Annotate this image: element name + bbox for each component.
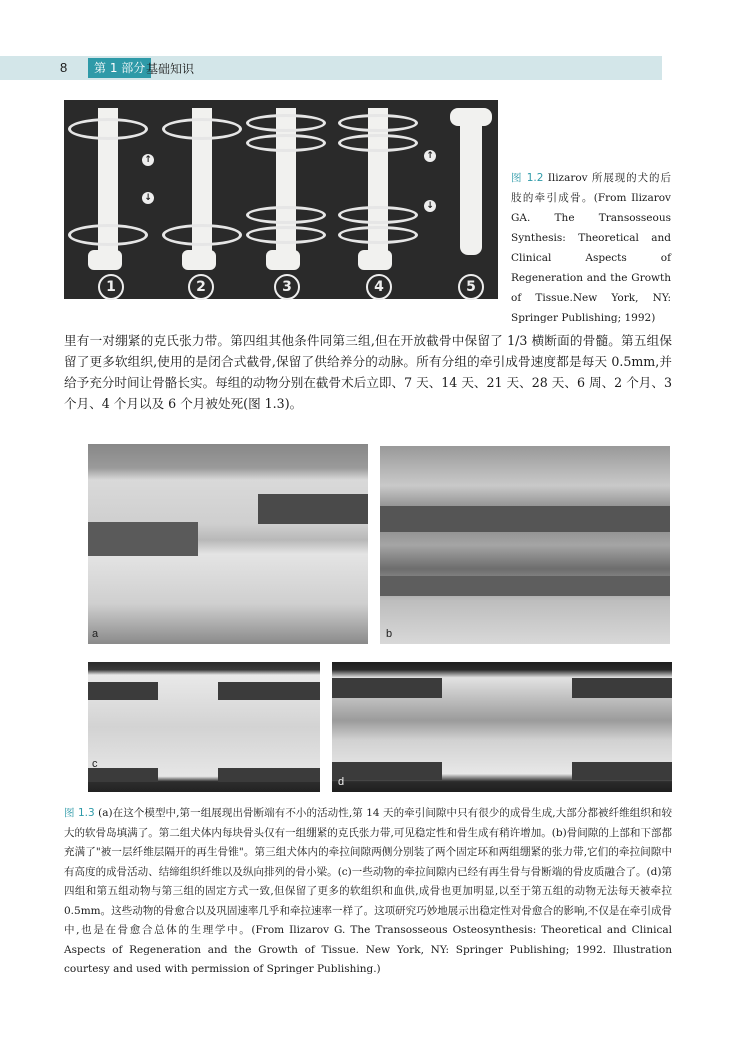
fixator-ring — [338, 206, 418, 224]
bone-cortex — [380, 576, 670, 596]
figure-1-2-image — [64, 100, 498, 299]
bone-cortex — [218, 768, 320, 782]
figure-1-2-caption-label: 图 1.2 — [511, 172, 544, 184]
foot — [266, 250, 300, 270]
fixator-ring — [162, 224, 242, 246]
stage-number-5: 5 — [458, 274, 484, 300]
arrow-down-icon: ↓ — [424, 200, 436, 212]
part-label: 第 1 部分 — [88, 58, 151, 78]
body-paragraph: 里有一对绷紧的克氏张力带。第四组其他条件同第三组,但在开放截骨中保留了 1/3 横断面的骨髓。第五组保留了更多软组织,使用的是闭合式截骨,保留了供给养分的动脉。所有分组的牵引成骨速度都是每天 0.5mm,并给予充分时间让骨骼长实。每组的动物分别在截骨术后立即、7 天、14 天、21 天、28 天、6 周、2 个月、3 个月、4 个月以及 6 个月被处死(图 1.3)。 — [64, 333, 672, 411]
fixator-ring — [246, 134, 326, 152]
figure-1-3-panel-a — [88, 444, 368, 644]
figure-1-3-panel-c — [88, 662, 320, 792]
arrow-down-icon: ↓ — [142, 192, 154, 204]
fixator-ring — [246, 226, 326, 244]
panel-label-a: a — [92, 628, 99, 640]
figure-1-3-panel-b — [380, 446, 670, 644]
bone-cortex — [572, 762, 672, 780]
bone-stage-5 — [460, 110, 482, 255]
bone-cortex — [380, 506, 670, 532]
panel-label-d: d — [338, 776, 345, 788]
stage-number-4: 4 — [366, 274, 392, 300]
panel-label-c: c — [92, 758, 98, 770]
page-number: 8 — [60, 60, 68, 75]
stage-number-3: 3 — [274, 274, 300, 300]
bone-head — [450, 108, 492, 126]
bone-cortex — [258, 494, 368, 524]
figure-1-3-panel-d — [332, 662, 672, 792]
fixator-ring — [68, 224, 148, 246]
fixator-ring — [162, 118, 242, 140]
bone-cortex — [88, 768, 158, 782]
figure-1-3-caption-text: (a)在这个模型中,第一组展现出骨断端有不小的活动性,第 14 天的牵引间隙中只有很少的成骨生成,大部分都被纤维组织和较大的软骨岛填满了。第二组犬体内每块骨头仅有一组绷紧的克氏张力带,可见稳定性和骨生成有稍许增加。(b)骨间隙的上部和下部都充满了"被一层纤维层隔开的再生骨锥"。第三组犬体内的牵拉间隙两侧分别装了两个固定环和两组绷紧的张力带,它们的牵拉间隙中有高度的成骨活动、结缔组织纤维以及纵向排列的骨小梁。(c)一些动物的牵拉间隙内已经有再生骨与骨断端的骨皮质融合了。(d)第四组和第五组动物与第三组的固定方式一致,但保留了更多的软组织和血供,成骨也更加明显,以至于第五组的动物无法每天被牵拉 0.5mm。这些动物的骨愈合以及巩固速率几乎和牵拉速率一样了。这项研究巧妙地展示出稳定性对骨愈合的影响,不仅是在牵引成骨中,也是在骨愈合总体的生理学中。(From Ilizarov G. The Transosseous Osteosynthesis: Theoretical and Clinical Aspects of Regeneration and the Growth of Tissue. New York, NY: Springer Publishing; 1992. Illustration courtesy and used with permission of Springer Publishing.) — [64, 807, 672, 975]
figure-1-2-caption-text: Ilizarov 所展现的犬的后肢的牵引成骨。(From Ilizarov GA. The Transosseous Synthesis: Theoretical and Clinical Aspects of Regeneration and the Growth of Tissue.New York, NY: Springer Publishing; 1992) — [511, 172, 671, 324]
bone-cortex — [572, 678, 672, 698]
foot — [358, 250, 392, 270]
foot — [182, 250, 216, 270]
stage-number-1: 1 — [98, 274, 124, 300]
figure-1-3-caption — [64, 804, 672, 980]
fixator-ring — [246, 114, 326, 132]
panel-label-b: b — [386, 628, 393, 640]
bone-cortex — [88, 522, 198, 556]
fixator-ring — [338, 226, 418, 244]
bone-cortex — [332, 762, 442, 780]
fixator-ring — [246, 206, 326, 224]
fixator-ring — [338, 134, 418, 152]
figure-1-3-caption-label: 图 1.3 — [64, 807, 95, 819]
bone-cortex — [88, 682, 158, 700]
stage-number-2: 2 — [188, 274, 214, 300]
bone-cortex — [218, 682, 320, 700]
foot — [88, 250, 122, 270]
arrow-up-icon: ↑ — [424, 150, 436, 162]
section-title: 基础知识 — [146, 62, 195, 76]
bone-cortex — [332, 678, 442, 698]
fixator-ring — [338, 114, 418, 132]
arrow-up-icon: ↑ — [142, 154, 154, 166]
figure-1-2-caption — [511, 168, 671, 328]
fixator-ring — [68, 118, 148, 140]
